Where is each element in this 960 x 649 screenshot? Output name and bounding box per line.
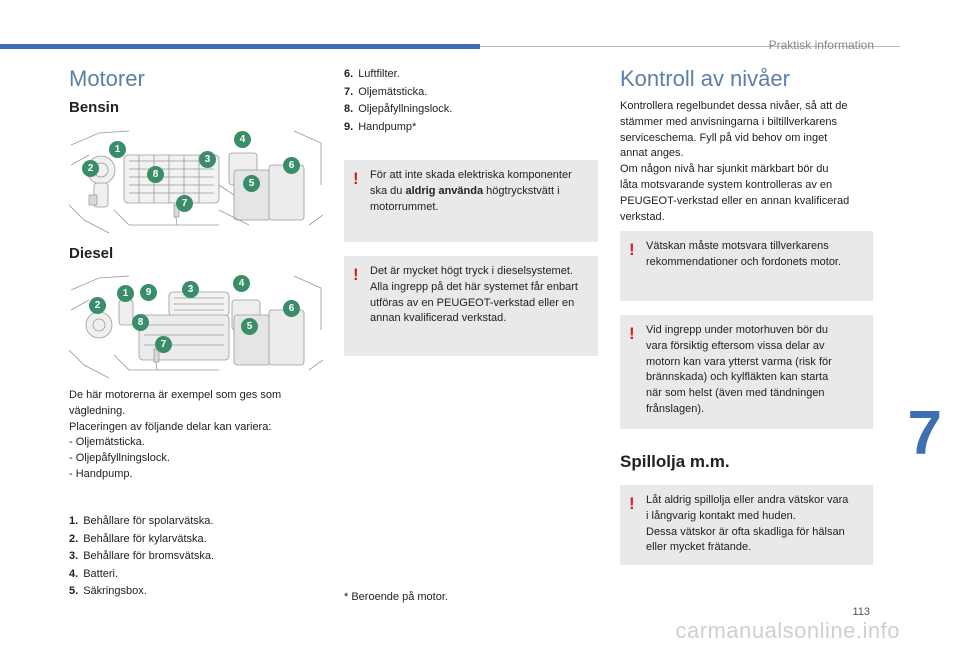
intro-line: - Oljepåfyllningslock. bbox=[69, 452, 170, 465]
levels-body-text bbox=[620, 99, 880, 225]
intro-line: - Handpump. bbox=[69, 467, 133, 480]
warning-line: utföras av en PEUGEOT-verkstad eller en bbox=[370, 296, 575, 309]
body-line: PEUGEOT-verkstad eller en annan kvalificerad bbox=[620, 194, 850, 207]
list-item: 1. Behållare för spolarvätska. bbox=[69, 515, 214, 527]
diesel-callout-7: 7 bbox=[155, 336, 172, 353]
engine-intro-text bbox=[69, 388, 319, 483]
warning-line: när som helst (även med tändningen bbox=[646, 387, 825, 400]
list-item: 9. Handpump* bbox=[344, 120, 417, 133]
warning-line: eller mycket frätande. bbox=[646, 541, 752, 554]
watermark: carmanualsonline.info bbox=[675, 618, 900, 643]
body-line: serviceschema. Fyll på vid behov om inget bbox=[620, 131, 828, 144]
warning-box-diesel-pressure bbox=[344, 256, 598, 356]
intro-line: De här motorerna är exempel som ges som bbox=[69, 389, 282, 401]
warning-exclamation-icon: ! bbox=[353, 169, 359, 188]
intro-line: Placeringen av följande delar kan variera: bbox=[69, 420, 272, 433]
bensin-callout-3: 3 bbox=[199, 151, 216, 168]
list-item: 6. Luftfilter. bbox=[344, 68, 400, 80]
diesel-callout-6: 6 bbox=[283, 300, 300, 317]
heading-diesel: Diesel bbox=[69, 245, 114, 262]
bensin-callout-2: 2 bbox=[82, 160, 99, 177]
bensin-callout-5: 5 bbox=[243, 175, 260, 192]
body-line: verkstad. bbox=[620, 210, 665, 223]
bensin-callout-1: 1 bbox=[109, 141, 126, 158]
diesel-callout-8: 8 bbox=[132, 314, 149, 331]
warning-exclamation-icon: ! bbox=[629, 324, 635, 343]
body-line: stämmer med anvisningarna i biltillverkarens bbox=[620, 115, 838, 128]
list-item: 8. Oljepåfyllningslock. bbox=[344, 103, 453, 115]
warning-line: motorn kan vara ytterst varma (risk för bbox=[646, 355, 832, 368]
warning-line: ska du aldrig använda högtryckstvätt i bbox=[370, 184, 560, 197]
header-accent-bar bbox=[0, 44, 480, 49]
heading-bensin: Bensin bbox=[69, 99, 120, 116]
warning-box-fluid-spec bbox=[620, 231, 873, 301]
page-title-motorer: Motorer bbox=[69, 66, 145, 91]
bensin-engine-illustration bbox=[69, 125, 323, 237]
diesel-callout-4: 4 bbox=[233, 275, 250, 292]
list-item: 5. Säkringsbox. bbox=[69, 585, 147, 597]
warning-line: Alla ingrepp på det här systemet får enbart bbox=[370, 280, 578, 293]
heading-spillolja: Spillolja m.m. bbox=[620, 452, 730, 471]
chapter-number: 7 bbox=[907, 399, 942, 468]
list-item: 2. Behållare för kylarvätska. bbox=[69, 532, 207, 545]
warning-line: motorrummet. bbox=[370, 200, 439, 213]
diesel-callout-1: 1 bbox=[117, 285, 134, 302]
intro-line: vägledning. bbox=[69, 404, 126, 417]
diesel-callout-2: 2 bbox=[89, 297, 106, 314]
warning-exclamation-icon: ! bbox=[629, 240, 635, 259]
warning-line: Låt aldrig spillolja eller andra vätskor vara bbox=[646, 494, 849, 506]
warning-line: Vätskan måste motsvara tillverkarens bbox=[646, 240, 829, 252]
bensin-callout-7: 7 bbox=[176, 195, 193, 212]
warning-exclamation-icon: ! bbox=[629, 494, 635, 513]
list-item: 3. Behållare för bromsvätska. bbox=[69, 550, 215, 562]
page-number: 113 bbox=[852, 606, 870, 618]
warning-line: rekommendationer och fordonets motor. bbox=[646, 255, 842, 268]
bensin-engine-drawing bbox=[69, 125, 323, 237]
heading-kontroll-av-nivaer: Kontroll av nivåer bbox=[620, 66, 790, 91]
list-item: 4. Batteri. bbox=[69, 567, 119, 580]
diesel-callout-3: 3 bbox=[182, 281, 199, 298]
warning-line: frånslagen). bbox=[646, 402, 705, 415]
body-line: Kontrollera regelbundet dessa nivåer, så att de bbox=[620, 100, 848, 112]
diesel-callout-9: 9 bbox=[140, 284, 157, 301]
bensin-callout-4: 4 bbox=[234, 131, 251, 148]
warning-box-spill-oil bbox=[620, 485, 873, 565]
bensin-callout-6: 6 bbox=[283, 157, 300, 174]
body-line: annat anges. bbox=[620, 147, 684, 160]
warning-exclamation-icon: ! bbox=[353, 265, 359, 284]
warning-line: vara försiktig eftersom vissa delar av bbox=[646, 339, 825, 352]
body-line: låta motsvarande system kontrolleras av en bbox=[620, 178, 833, 191]
component-list-1-5 bbox=[69, 515, 214, 603]
warning-line: i långvarig kontakt med huden. bbox=[646, 509, 796, 522]
warning-line: brännskada) och kylfläkten kan starta bbox=[646, 371, 829, 384]
intro-line: - Oljemätsticka. bbox=[69, 436, 145, 449]
component-list-6-9 bbox=[344, 68, 452, 138]
warning-line: Vid ingrepp under motorhuven bör du bbox=[646, 324, 829, 336]
warning-line: Dessa vätskor är ofta skadliga för hälsan bbox=[646, 525, 845, 538]
warning-box-high-pressure-washer bbox=[344, 160, 598, 242]
diesel-engine-illustration bbox=[69, 270, 323, 382]
warning-box-hot-engine bbox=[620, 315, 873, 429]
section-title: Praktisk information bbox=[768, 38, 874, 52]
bensin-callout-8: 8 bbox=[147, 166, 164, 183]
diesel-callout-5: 5 bbox=[241, 318, 258, 335]
warning-line: annan kvalificerad verkstad. bbox=[370, 312, 507, 325]
warning-line: För att inte skada elektriska komponenter bbox=[370, 169, 572, 181]
warning-line: Det är mycket högt tryck i dieselsystemet. bbox=[370, 265, 573, 277]
footnote: * Beroende på motor. bbox=[344, 591, 448, 603]
list-item: 7. Oljemätsticka. bbox=[344, 85, 428, 98]
body-line: Om någon nivå har sjunkit märkbart bör du bbox=[620, 163, 829, 176]
